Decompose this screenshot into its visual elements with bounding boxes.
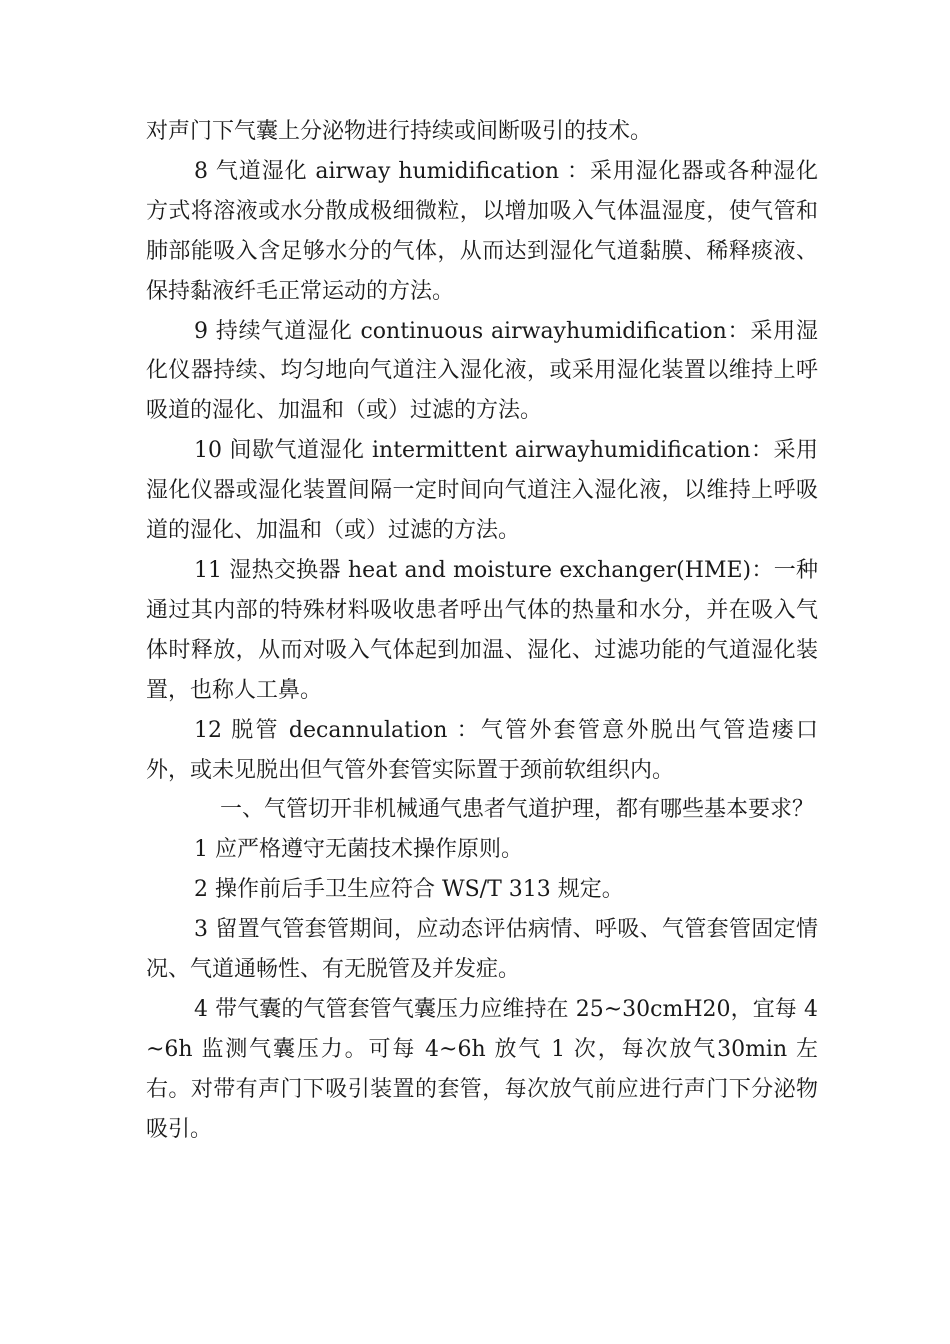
paragraph-continuation: 对声门下气囊上分泌物进行持续或间断吸引的技术。 (146, 119, 653, 144)
requirement-4: 4 带气囊的气管套管气囊压力应维持在 25~30cmH20，宜每 4~6h 监测气囊压力。可每 4~6h 放气 1 次，每次放气30min 左右。对带有声门下吸引装置的套管，每次放气前应进行声门下分泌物吸引。 (146, 996, 818, 1142)
requirement-1: 1 应严格遵守无菌技术操作原则。 (194, 837, 523, 863)
document-body (146, 112, 818, 1150)
definition-decannulation: 12 脱管 decannulation ：气管外套管意外脱出气管造瘘口外，或未见脱出但气管外套管实际置于颈前软组织内。 (146, 717, 818, 783)
definition-intermittent-humidification: 10 间歇气道湿化 intermittent airwayhumidification：采用湿化仪器或湿化装置间隔一定时间向气道注入湿化液，以维持上呼吸道的湿化、加温和（或）过滤的方法。 (146, 438, 818, 544)
definition-hme: 11 湿热交换器 heat and moisture exchanger(HME)：一种通过其内部的特殊材料吸收患者呼出气体的热量和水分，并在吸入气体时释放，从而对吸入气体起到加温、湿化、过滤功能的气道湿化装置，也称人工鼻。 (146, 557, 818, 703)
requirement-3: 3 留置气管套管期间，应动态评估病情、呼吸、气管套管固定情况、气道通畅性、有无脱管及并发症。 (146, 917, 818, 983)
section-heading: 一、气管切开非机械通气患者气道护理，都有哪些基本要求？ (220, 797, 815, 823)
requirement-2: 2 操作前后手卫生应符合 WS/T 313 规定。 (194, 877, 624, 903)
definition-continuous-humidification: 9 持续气道湿化 continuous airwayhumidification：采用湿化仪器持续、均匀地向气道注入湿化液，或采用湿化装置以维持上呼吸道的湿化、加温和（或）过滤的方法。 (146, 318, 818, 424)
definition-airway-humidification: 8 气道湿化 airway humidification ：采用湿化器或各种湿化方式将溶液或水分散成极细微粒，以增加吸入气体温湿度，使气管和肺部能吸入含足够水分的气体，从而达到湿化气道黏膜、稀释痰液、保持黏液纤毛正常运动的方法。 (146, 158, 818, 304)
